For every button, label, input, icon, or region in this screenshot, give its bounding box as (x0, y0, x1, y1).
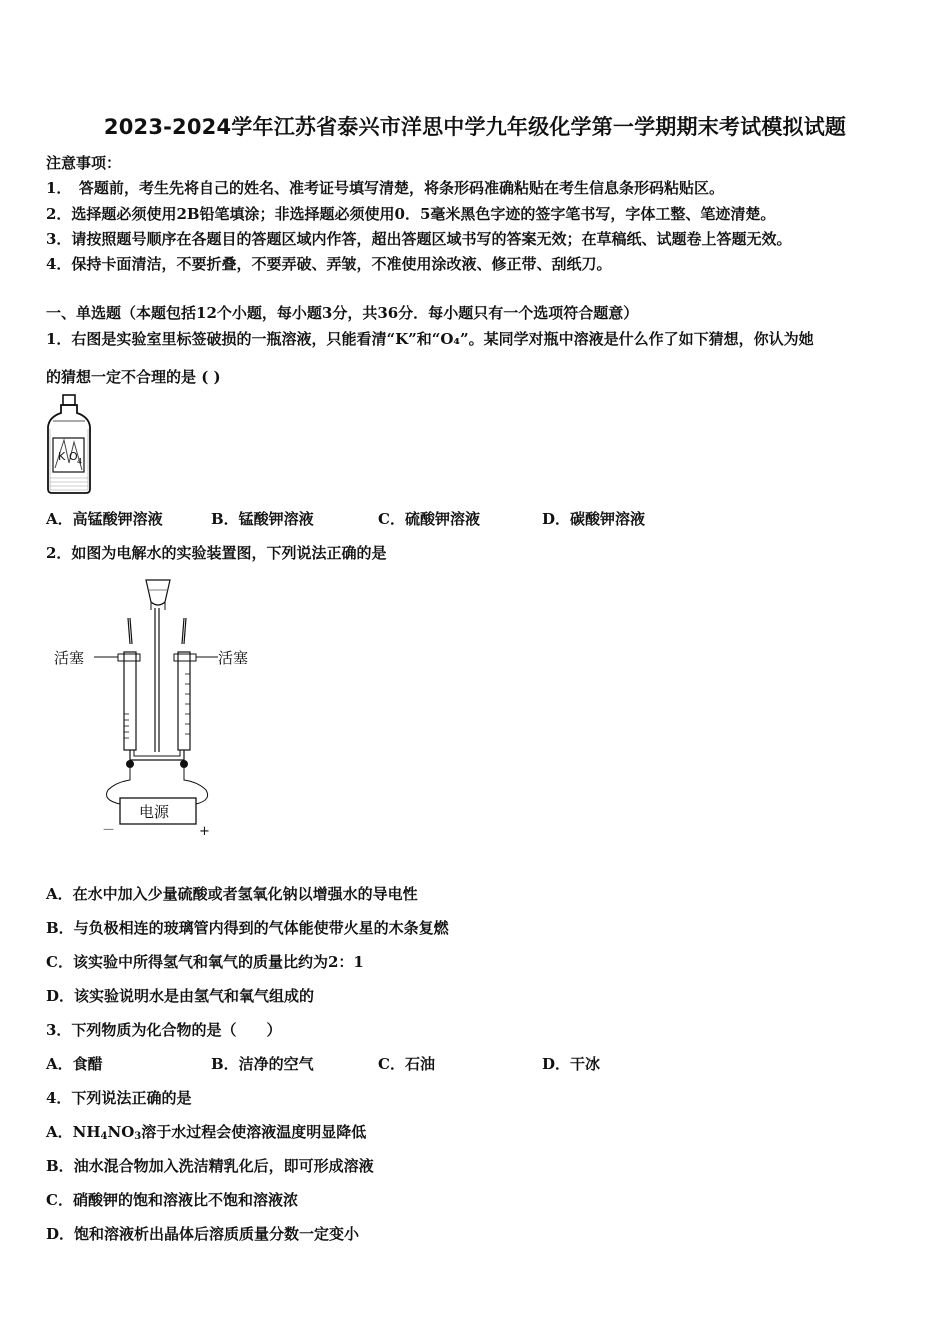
notice-heading: 注意事项： (46, 154, 122, 172)
q4-option-a (46, 1121, 366, 1142)
q1-option-c: C．硫酸钾溶液 (378, 510, 480, 528)
q1-option-a: A．高锰酸钾溶液 (46, 510, 163, 528)
q2-option-a: A．在水中加入少量硫酸或者氢氧化钠以增强水的导电性 (46, 885, 418, 903)
question-1-line-1: 1．右图是实验室里标签破损的一瓶溶液，只能看清“K”和“O₄”。某同学对瓶中溶液是什么作了如下猜想，你认为她 (46, 330, 814, 348)
notice-item-1: 1． 答题前，考生先将自己的姓名、准考证号填写清楚，将条形码准确粘贴在考生信息条形码粘贴区。 (46, 179, 724, 197)
reagent-bottle-figure (44, 393, 94, 496)
q2-option-b: B．与负极相连的玻璃管内得到的气体能使带火星的木条复燃 (46, 919, 449, 937)
notice-item-2: 2．选择题必须使用2B铅笔填涂；非选择题必须使用0．5毫米黑色字迹的签字笔书写，字体工整、笔迹清楚。 (46, 205, 776, 223)
q4-option-a-subscript1: 4 (100, 1131, 108, 1142)
positive-terminal-label: + (199, 824, 210, 839)
q4-option-a-subscript2: 3 (134, 1131, 142, 1142)
electrolysis-apparatus-figure (50, 574, 265, 840)
bottle-label-o: O (69, 450, 78, 463)
section-heading: 一、单选题（本题包括12个小题，每小题3分，共36分．每小题只有一个选项符合题意） (46, 304, 639, 322)
bottle-label-subscript: 4 (77, 457, 83, 466)
right-stopcock-label: 活塞 (218, 649, 249, 667)
question-4-stem: 4．下列说法正确的是 (46, 1089, 192, 1107)
question-1-line-2: 的猜想一定不合理的是 ( ) (46, 368, 221, 386)
q1-option-d: D．碳酸钾溶液 (542, 510, 646, 528)
power-supply-label: 电源 (139, 803, 170, 821)
q4-option-a-text: 溶于水过程会使溶液温度明显降低 (141, 1123, 367, 1141)
bottle-label-k: K (58, 450, 66, 463)
left-stopcock-label: 活塞 (54, 649, 85, 667)
q2-option-c: C．该实验中所得氢气和氧气的质量比约为2：1 (46, 953, 364, 971)
q3-option-c: C．石油 (378, 1055, 435, 1073)
q4-option-a-formula-part2: NO (107, 1123, 135, 1141)
q4-option-b: B．油水混合物加入洗洁精乳化后，即可形成溶液 (46, 1157, 374, 1175)
negative-terminal-label: － (102, 823, 116, 838)
question-3-stem: 3．下列物质为化合物的是（ ） (46, 1021, 282, 1039)
page-title: 2023-2024学年江苏省泰兴市洋思中学九年级化学第一学期期末考试模拟试题 (103, 115, 847, 139)
notice-item-4: 4．保持卡面清洁，不要折叠，不要弄破、弄皱，不准使用涂改液、修正带、刮纸刀。 (46, 255, 612, 273)
q4-option-d: D．饱和溶液析出晶体后溶质质量分数一定变小 (46, 1225, 360, 1243)
q3-option-a: A．食醋 (46, 1055, 103, 1073)
notice-item-3: 3．请按照题号顺序在各题目的答题区域内作答，超出答题区域书写的答案无效；在草稿纸、试题卷上答题无效。 (46, 230, 792, 248)
question-2-stem: 2．如图为电解水的实验装置图，下列说法正确的是 (46, 544, 387, 562)
q4-option-a-formula-part1: NH (72, 1123, 101, 1141)
q3-option-d: D．干冰 (542, 1055, 601, 1073)
q1-option-b: B．锰酸钾溶液 (211, 510, 314, 528)
q4-option-a-prefix: A． (46, 1123, 73, 1141)
q4-option-c: C．硝酸钾的饱和溶液比不饱和溶液浓 (46, 1191, 298, 1209)
q3-option-b: B．洁净的空气 (211, 1055, 314, 1073)
q2-option-d: D．该实验说明水是由氢气和氧气组成的 (46, 987, 315, 1005)
